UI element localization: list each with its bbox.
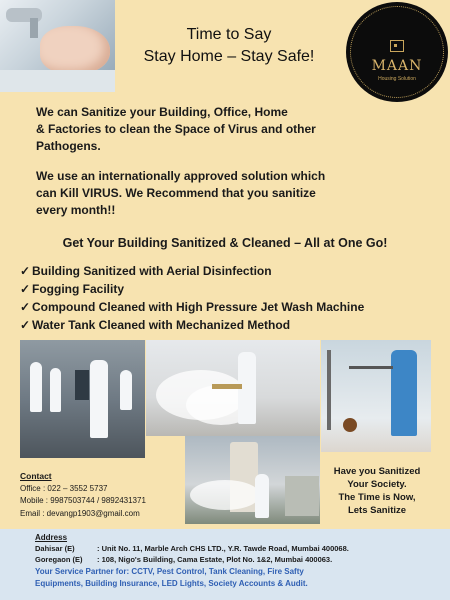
address-goregaon: [35, 554, 445, 565]
call-to-action: [322, 465, 432, 517]
address-heading: Address: [35, 533, 68, 542]
headline-line-2: Stay Home – Stay Safe!: [143, 48, 315, 65]
list-item: [20, 262, 440, 280]
list-item: [20, 316, 440, 334]
address-dahisar: [35, 543, 445, 554]
solution-line: every month!!: [36, 203, 116, 217]
check-icon: ✓: [20, 282, 31, 296]
address-label: Dahisar (E): [35, 544, 75, 553]
intro-line: & Factories to clean the Space of Virus and other: [36, 122, 316, 136]
cta-line: Have you Sanitized: [333, 466, 421, 477]
service-label: Building Sanitized with Aerial Disinfection: [32, 264, 272, 278]
services-list: [20, 262, 440, 334]
intro-paragraph: [36, 104, 426, 155]
fogging-photo: [146, 340, 320, 436]
list-item: [20, 280, 440, 298]
address-text: : Unit No. 11, Marble Arch CHS LTD., Y.R. Tawde Road, Mumbai 400068.: [97, 544, 349, 553]
jet-wash-photo: [321, 340, 431, 452]
hand-washing-photo: [0, 0, 115, 92]
maan-logo: [346, 2, 448, 102]
tagline: Get Your Building Sanitized & Cleaned – All at One Go!: [62, 236, 388, 250]
contact-heading: Contact: [20, 471, 52, 481]
email: Email : devangp1903@gmail.com: [20, 508, 140, 518]
logo-subtitle: Housing Solution: [378, 76, 416, 82]
solution-line: We use an internationally approved solution which: [36, 169, 326, 183]
cta-line: The Time is Now,: [338, 492, 416, 503]
service-label: Water Tank Cleaned with Mechanized Method: [32, 318, 291, 332]
check-icon: ✓: [20, 300, 31, 314]
headline: [118, 24, 340, 68]
logo-brand: MAAN: [371, 58, 423, 74]
headline-line-1: Time to Say: [186, 26, 272, 43]
solution-line: can Kill VIRUS. We Recommend that you sanitize: [36, 186, 316, 200]
list-item: [20, 298, 440, 316]
solution-paragraph: [36, 168, 426, 219]
building-icon: [390, 40, 404, 52]
office-phone: Office : 022 – 3552 5737: [20, 483, 108, 493]
contact-block: [20, 470, 190, 520]
check-icon: ✓: [20, 264, 31, 278]
service-label: Fogging Facility: [32, 282, 124, 296]
service-partner: [35, 566, 445, 589]
address-text: : 108, Nigo's Building, Cama Estate, Plot No. 1&2, Mumbai 400063.: [97, 555, 333, 564]
mobile-phone: Mobile : 9987503744 / 9892431371: [20, 496, 146, 505]
cta-line: Your Society.: [347, 479, 407, 490]
cta-line: Lets Sanitize: [347, 505, 407, 516]
address-label: Goregaon (E): [35, 555, 83, 564]
intro-line: Pathogens.: [36, 139, 101, 153]
tower-sanitizing-photo: [185, 436, 320, 524]
check-icon: ✓: [20, 318, 31, 332]
partner-line: Your Service Partner for: CCTV, Pest Control, Tank Cleaning, Fire Safty: [35, 567, 304, 576]
partner-line: Equipments, Building Insurance, LED Lights, Society Accounts & Audit.: [35, 578, 308, 588]
service-label: Compound Cleaned with High Pressure Jet Wash Machine: [32, 300, 365, 314]
intro-line: We can Sanitize your Building, Office, Home: [36, 105, 288, 119]
sanitizing-corridor-photo: [20, 340, 145, 458]
footer: [0, 529, 450, 600]
